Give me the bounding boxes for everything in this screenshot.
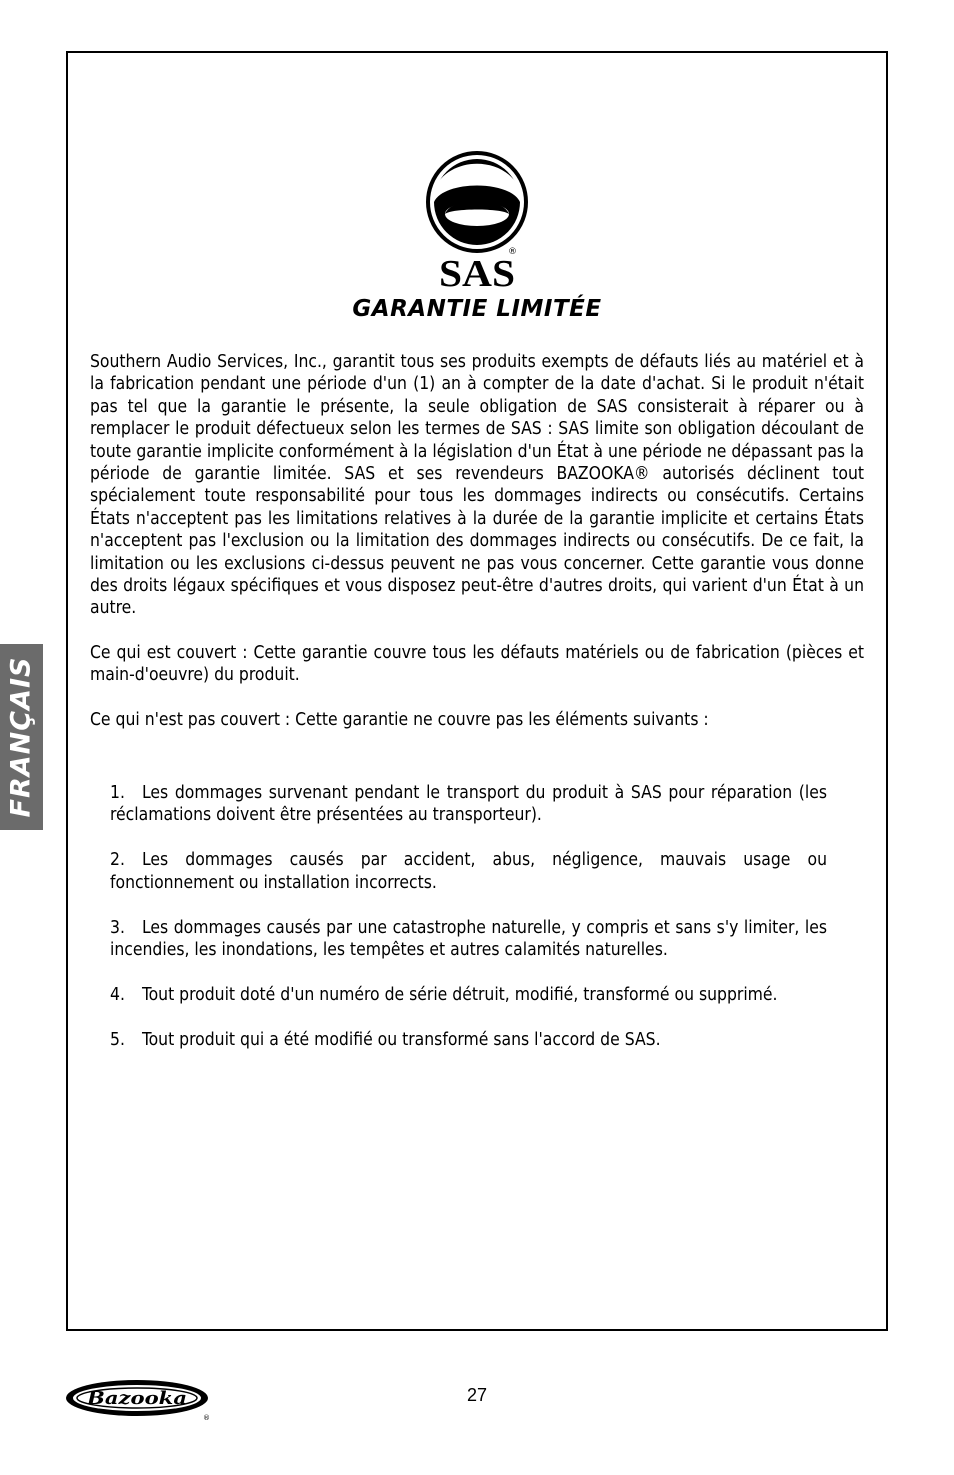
list-item-text: Les dommages survenant pendant le transport du produit à SAS pour réparation (les réclamations doivent être présentées au transporteur).: [110, 783, 827, 826]
list-item-number: 1.: [110, 783, 125, 803]
list-item: [110, 1029, 827, 1051]
not-covered-paragraph: Ce qui n'est pas couvert : Cette garantie ne couvre pas les éléments suivants :: [90, 709, 709, 730]
list-item-text: Tout produit qui a été modifié ou transformé sans l'accord de SAS.: [142, 1030, 661, 1051]
list-item-number: 3.: [110, 917, 125, 938]
warranty-paragraph: Southern Audio Services, Inc., garantit tous ses produits exempts de défauts liés au matériel et à la fabrication pendant une période d'un (1) an à compter de la date d'achat. Si le produit n'était pas tel que la garantie le présente, la seule obligation de SAS consisterait à réparer ou à remplacer le produit défectueux selon les termes de SAS : SAS limite son obligation découlant de toute garantie implicite conformément à la législation d'un État à une période ne dépassant pas la période de garantie limitée. SAS et ses revendeurs BAZOOKA® autorisés déclinent tout spécialement toute responsabilité pour tous les dommages indirects ou consécutifs. Certains États n'acceptent pas les limitations relatives à la durée de la garantie implicite et certains États n'acceptent pas l'exclusion ou la limitation des dommages indirects ou consécutifs. De ce fait, la limitation ou les exclusions ci-dessus peuvent ne pas vous concerner. Cette garantie vous donne des droits légaux spécifiques et vous disposez peut-être d'autres droits, qui varient d'un État à un autre.: [90, 352, 864, 619]
language-tab-label: FRANÇAIS: [5, 656, 37, 818]
sas-logo-text: SAS: [439, 253, 515, 290]
list-item: [110, 984, 827, 1006]
warranty-body: [90, 351, 864, 731]
exclusions-list: [110, 782, 827, 1074]
list-item: [110, 782, 827, 827]
list-item-number: 4.: [110, 985, 125, 1006]
list-item-text: Les dommages causés par une catastrophe naturelle, y compris et sans s'y limiter, les incendies, les inondations, les tempêtes et autres calamités naturelles.: [110, 917, 827, 961]
sas-reg-mark: ®: [508, 247, 517, 257]
bazooka-reg-mark: ®: [203, 1414, 210, 1422]
bazooka-logo-text: Bazooka: [85, 1388, 187, 1409]
page-number: 27: [466, 1385, 488, 1405]
list-item: [110, 917, 827, 962]
bazooka-logo: [64, 1374, 214, 1422]
list-item-number: 5.: [110, 1030, 125, 1051]
sas-logo: [424, 150, 530, 290]
list-item-number: 2.: [110, 850, 125, 871]
list-item-text: Tout produit doté d'un numéro de série détruit, modifié, transformé ou supprimé.: [142, 985, 778, 1006]
coverage-paragraph: Ce qui est couvert : Cette garantie couvre tous les défauts matériels ou de fabrication (pièces et main-d'oeuvre) du produit.: [90, 642, 864, 686]
list-item: [110, 849, 827, 894]
page-title: GARANTIE LIMITÉE: [352, 296, 602, 322]
list-item-text: Les dommages causés par accident, abus, négligence, mauvais usage ou fonctionnement ou installation incorrects.: [110, 850, 827, 893]
